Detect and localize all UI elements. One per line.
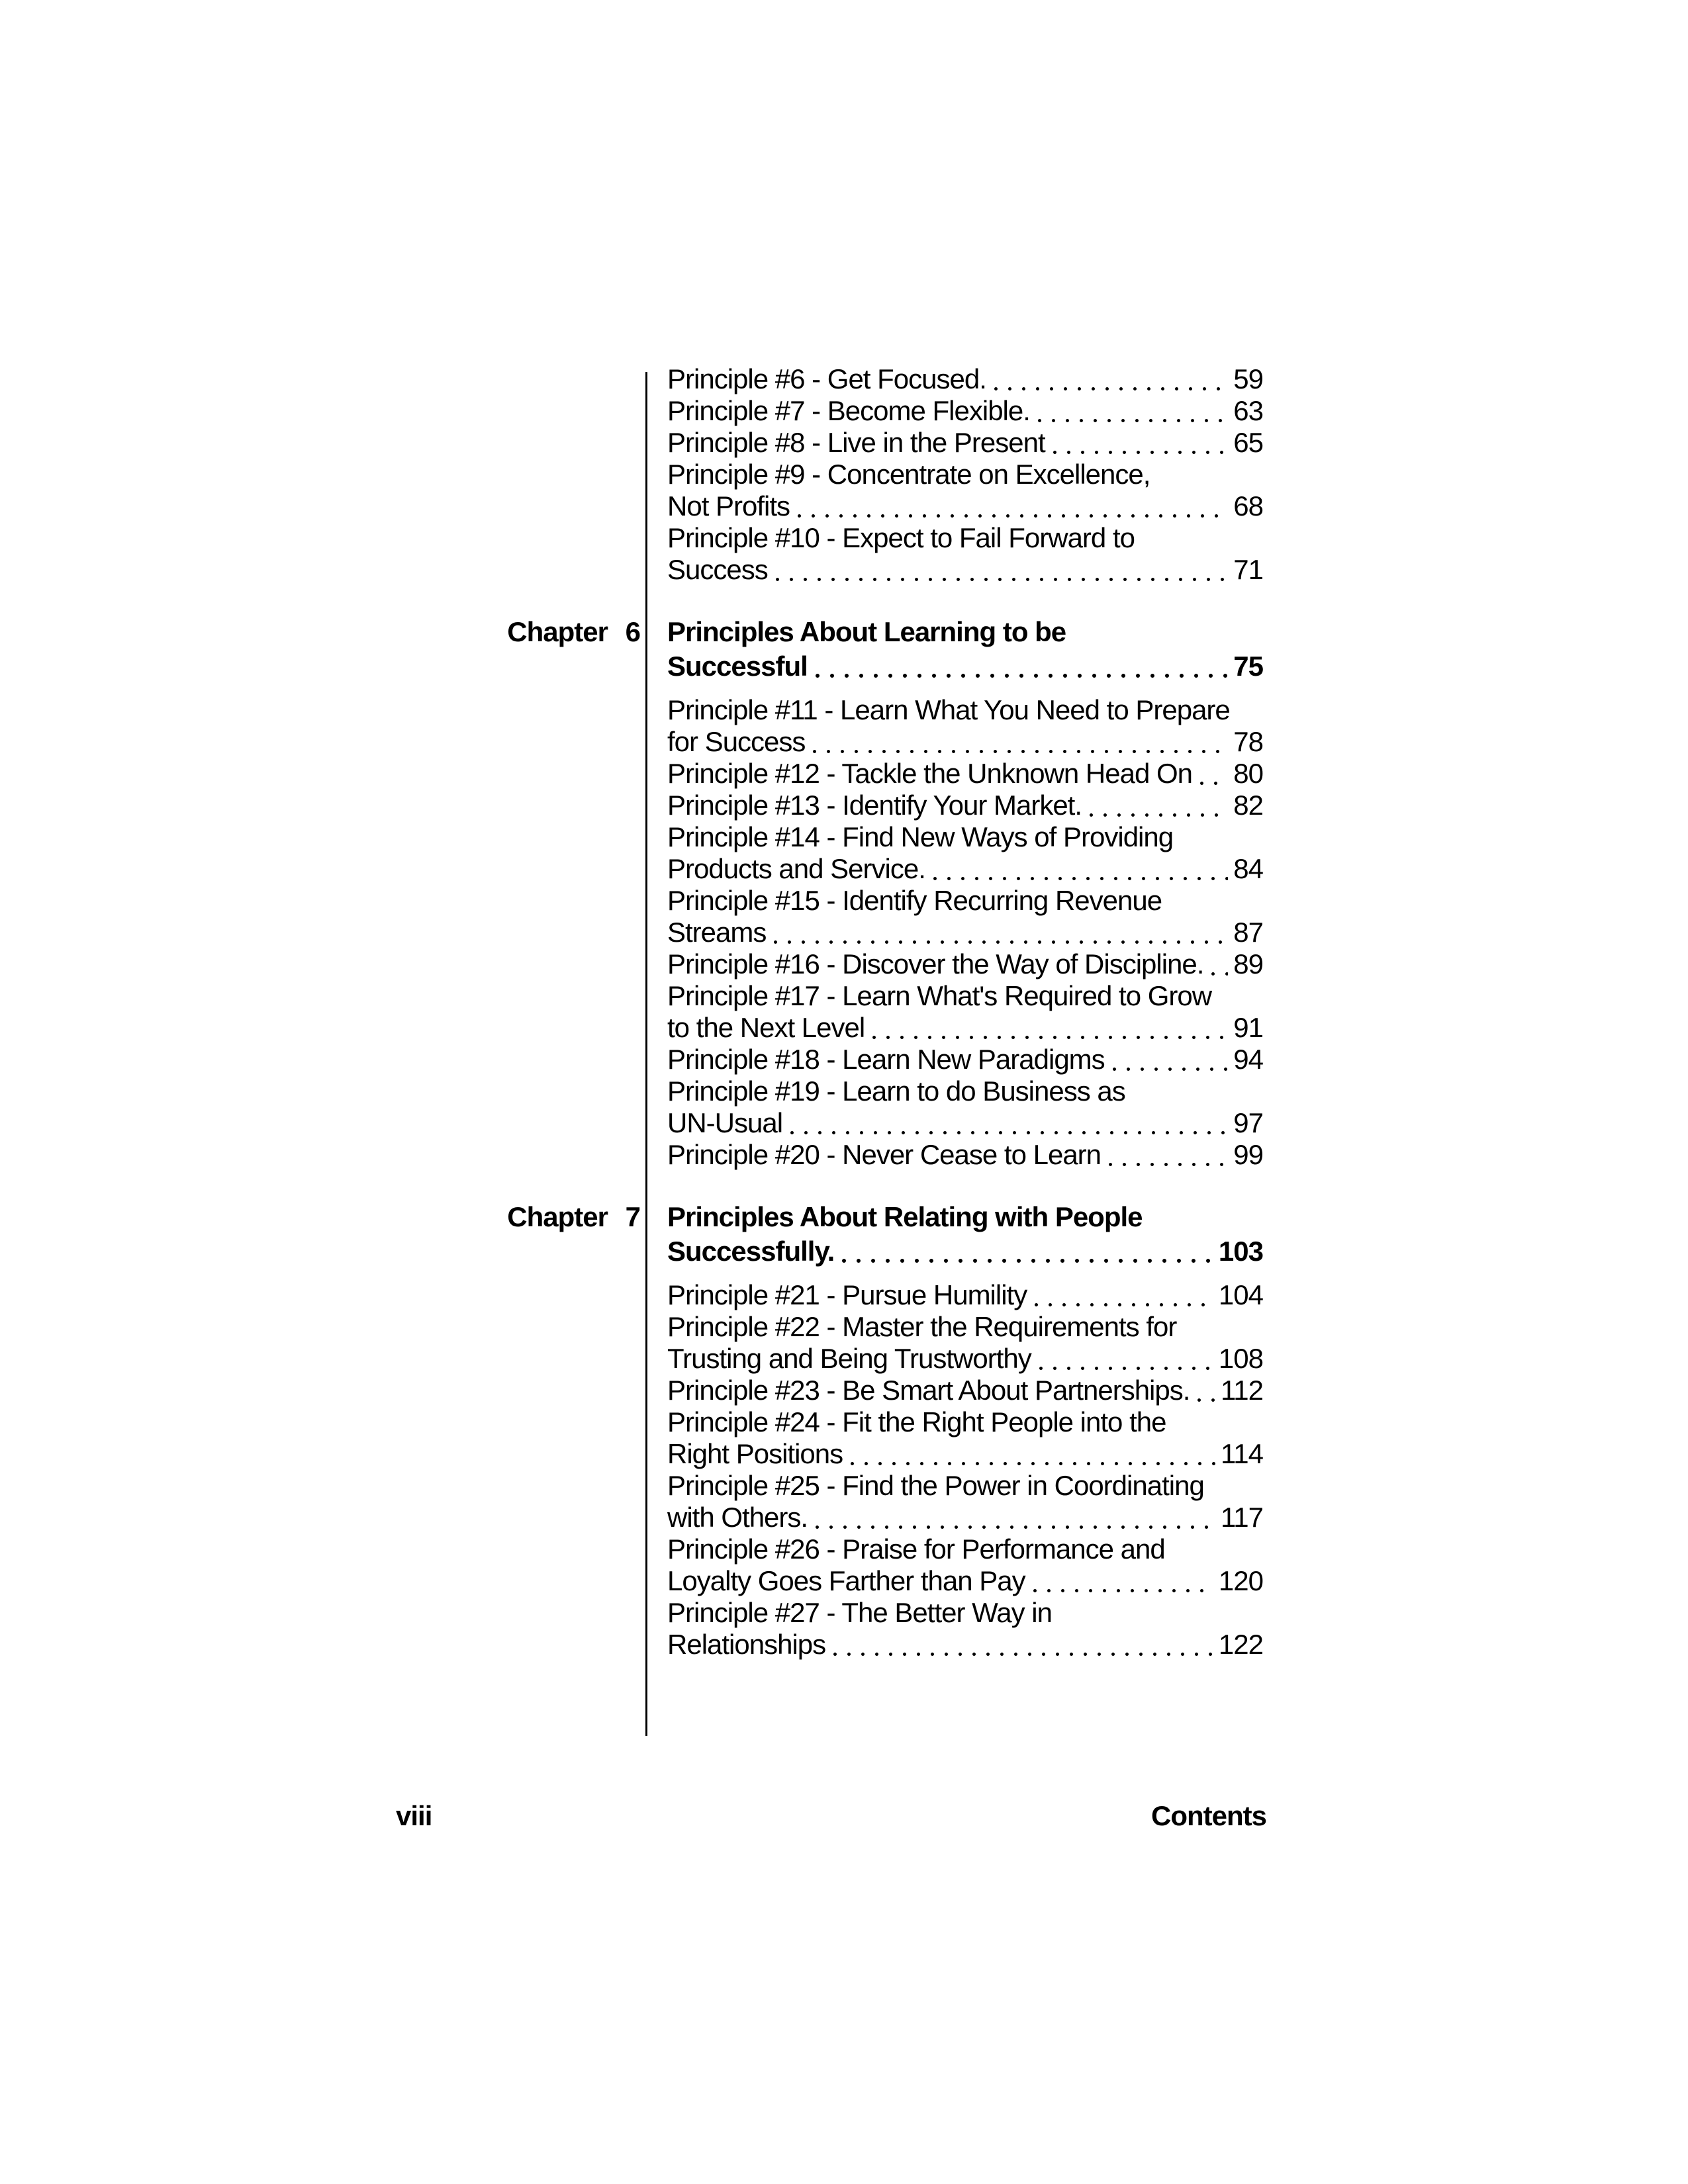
toc-entry (667, 1406, 1263, 1470)
chapter-title-line (667, 615, 1263, 649)
toc-entry-text: Principle #10 - Expect to Fail Forward to (667, 522, 1135, 553)
toc-entry-text: Principle #9 - Concentrate on Excellence, (667, 459, 1150, 490)
chapter-title-text: Principles About Learning to be (667, 616, 1066, 647)
toc-entry-line (667, 363, 1263, 395)
dot-leader (788, 1107, 1228, 1139)
dot-leader (1197, 758, 1228, 790)
page-number: 120 (1218, 1565, 1263, 1596)
toc-entry-line (667, 1375, 1263, 1406)
toc-entry-text: Relationships (667, 1629, 826, 1660)
toc-entry-text: Principle #8 - Live in the Present (667, 427, 1045, 458)
chapter-title-line (667, 649, 1263, 684)
toc-entry-line (667, 1075, 1263, 1107)
page-number: 63 (1233, 395, 1263, 426)
toc-entry-text: Principle #19 - Learn to do Business as (667, 1075, 1125, 1107)
toc-entry-line (667, 459, 1263, 490)
toc-entry-text: Streams (667, 917, 767, 948)
toc-entry-line (667, 1565, 1263, 1597)
page-number: 78 (1233, 726, 1263, 757)
toc-entry-line (667, 1139, 1263, 1171)
chapter-heading (507, 615, 1263, 684)
toc-entry-text: for Success (667, 726, 806, 757)
toc-entry-line (667, 1597, 1263, 1629)
toc-entry-line (667, 917, 1263, 948)
chapter-label: Chapter 7 (507, 1201, 640, 1232)
toc-entry-text: Principle #12 - Tackle the Unknown Head On (667, 758, 1193, 789)
toc-entry-line (667, 1533, 1263, 1565)
toc-entry-text: Principle #22 - Master the Requirements for (667, 1311, 1177, 1342)
toc-entry-line (667, 790, 1263, 821)
dot-leader (992, 363, 1228, 395)
dot-leader (1037, 1343, 1213, 1375)
toc-entry (667, 395, 1263, 427)
toc-entry-line (667, 821, 1263, 853)
dot-leader (773, 554, 1229, 586)
toc-entry (667, 1533, 1263, 1597)
toc-entry-group (667, 363, 1263, 586)
toc-entry-text: Success (667, 554, 768, 585)
toc-entry-text: Principle #21 - Pursue Humility (667, 1279, 1027, 1310)
toc-entry-text: UN-Usual (667, 1107, 783, 1138)
page-number: 84 (1233, 853, 1263, 884)
toc-entry-text: Right Positions (667, 1438, 843, 1469)
toc-entry-text: Principle #17 - Learn What's Required to Grow (667, 980, 1212, 1011)
toc-entry-line (667, 726, 1263, 758)
chapter-title-line (667, 1200, 1263, 1234)
chapter-title-text: Successful (667, 651, 808, 682)
page-number: 103 (1218, 1236, 1263, 1267)
toc-entry-text: Principle #6 - Get Focused. (667, 363, 986, 394)
toc-entry (667, 427, 1263, 459)
page-number: 75 (1233, 651, 1263, 682)
toc-entry-line (667, 522, 1263, 554)
toc-entry-text: Principle #25 - Find the Power in Coordinating (667, 1470, 1204, 1501)
dot-leader (1110, 1044, 1229, 1075)
page-number: 94 (1233, 1044, 1263, 1075)
dot-leader (1087, 790, 1228, 821)
dot-leader (1106, 1139, 1228, 1171)
toc-entry-text: Principle #20 - Never Cease to Learn (667, 1139, 1102, 1170)
toc-entry (667, 1375, 1263, 1406)
toc-entry (667, 694, 1263, 758)
dot-leader (813, 649, 1229, 684)
toc-entry-text: Principle #7 - Become Flexible. (667, 395, 1030, 426)
page-number: 59 (1233, 363, 1263, 394)
toc-entry-line (667, 395, 1263, 427)
page-number: 68 (1233, 490, 1263, 522)
page-number: 97 (1233, 1107, 1263, 1138)
page-number: 104 (1218, 1279, 1263, 1310)
dot-leader (931, 853, 1228, 885)
dot-leader (1032, 1279, 1213, 1311)
toc-entry-text: Principle #14 - Find New Ways of Providing (667, 821, 1174, 852)
page-number: 114 (1221, 1438, 1263, 1469)
toc-entry-line (667, 1406, 1263, 1438)
page-number: 122 (1218, 1629, 1263, 1660)
toc-entry-line (667, 427, 1263, 459)
page-number: 87 (1233, 917, 1263, 948)
dot-leader (810, 726, 1228, 758)
page-number: 71 (1233, 554, 1263, 585)
dot-leader (1051, 427, 1229, 459)
toc-entry-text: Loyalty Goes Farther than Pay (667, 1565, 1025, 1596)
page-number: 108 (1218, 1343, 1263, 1374)
page-number: 65 (1233, 427, 1263, 458)
toc-entry (667, 522, 1263, 586)
toc-entry (667, 821, 1263, 885)
dot-leader (1195, 1375, 1215, 1406)
toc-entry-line (667, 1502, 1263, 1533)
page-footer (396, 1800, 1266, 1832)
chapter-divider-rule (645, 372, 647, 1736)
dot-leader (870, 1012, 1228, 1044)
dot-leader (813, 1502, 1215, 1533)
toc-entry-text: Principle #15 - Identify Recurring Revenue (667, 885, 1162, 916)
toc-entry-line (667, 1107, 1263, 1139)
toc-entry-text: Principle #26 - Praise for Performance and (667, 1533, 1165, 1565)
toc-entry-line (667, 1311, 1263, 1343)
toc-entry (667, 948, 1263, 980)
dot-leader (795, 490, 1228, 522)
chapter-title-text: Principles About Relating with People (667, 1201, 1143, 1232)
toc-entry (667, 363, 1263, 395)
toc-entry-line (667, 1044, 1263, 1075)
dot-leader (1031, 1565, 1213, 1597)
toc-entry-text: Principle #23 - Be Smart About Partnerships. (667, 1375, 1190, 1406)
toc-entry (667, 1470, 1263, 1533)
toc-entry-line (667, 1343, 1263, 1375)
dot-leader (1209, 948, 1228, 980)
toc-entry-line (667, 694, 1263, 726)
toc-entry-line (667, 758, 1263, 790)
footer-page-number: viii (396, 1800, 432, 1831)
toc-entry-line (667, 853, 1263, 885)
toc-entry (667, 790, 1263, 821)
toc-entry-text: Principle #11 - Learn What You Need to Prepare (667, 694, 1230, 725)
toc-entry (667, 1139, 1263, 1171)
toc-entry-text: Principle #16 - Discover the Way of Discipline. (667, 948, 1204, 979)
toc-entry-line (667, 490, 1263, 522)
toc-entry-line (667, 885, 1263, 917)
toc-entry (667, 1311, 1263, 1375)
toc-entry (667, 1044, 1263, 1075)
toc-entry-text: Trusting and Being Trustworthy (667, 1343, 1031, 1374)
page-number: 80 (1233, 758, 1263, 789)
toc-entry-line (667, 980, 1263, 1012)
toc-entry-text: with Others. (667, 1502, 808, 1533)
toc-entry-group (667, 1279, 1263, 1661)
page-number: 89 (1233, 948, 1263, 979)
toc-entry (667, 1279, 1263, 1311)
footer-section-label: Contents (1151, 1800, 1266, 1831)
dot-leader (771, 917, 1228, 948)
toc-entry-text: Not Profits (667, 490, 790, 522)
dot-leader (1035, 395, 1228, 427)
toc-entry (667, 1075, 1263, 1139)
chapter-heading (507, 1200, 1263, 1269)
page-number: 99 (1233, 1139, 1263, 1170)
page-number: 82 (1233, 790, 1263, 821)
dot-leader (848, 1438, 1215, 1470)
toc-entry (667, 758, 1263, 790)
toc-entry (667, 459, 1263, 522)
chapter-label: Chapter 6 (507, 616, 640, 647)
toc-entry-line (667, 1012, 1263, 1044)
toc-entry-text: Products and Service. (667, 853, 925, 884)
toc-entry-line (667, 948, 1263, 980)
toc-entry (667, 980, 1263, 1044)
toc-entry-group (667, 694, 1263, 1171)
dot-leader (839, 1234, 1213, 1269)
toc-entry-text: Principle #13 - Identify Your Market. (667, 790, 1082, 821)
toc-entry-text: Principle #18 - Learn New Paradigms (667, 1044, 1105, 1075)
toc-entry-text: to the Next Level (667, 1012, 865, 1043)
toc-entry-text: Principle #24 - Fit the Right People into the (667, 1406, 1166, 1437)
page-number: 112 (1221, 1375, 1263, 1406)
dot-leader (831, 1629, 1213, 1661)
toc-entry (667, 1597, 1263, 1661)
toc-entry-line (667, 1279, 1263, 1311)
page-number: 91 (1233, 1012, 1263, 1043)
toc-entry (667, 885, 1263, 948)
toc-entry-line (667, 1470, 1263, 1502)
toc-entry-line (667, 1438, 1263, 1470)
table-of-contents (507, 363, 1263, 1661)
toc-entry-line (667, 554, 1263, 586)
chapter-title-text: Successfully. (667, 1236, 835, 1267)
toc-entry-text: Principle #27 - The Better Way in (667, 1597, 1052, 1628)
toc-entry-line (667, 1629, 1263, 1661)
page-number: 117 (1221, 1502, 1263, 1533)
chapter-title-line (667, 1234, 1263, 1269)
